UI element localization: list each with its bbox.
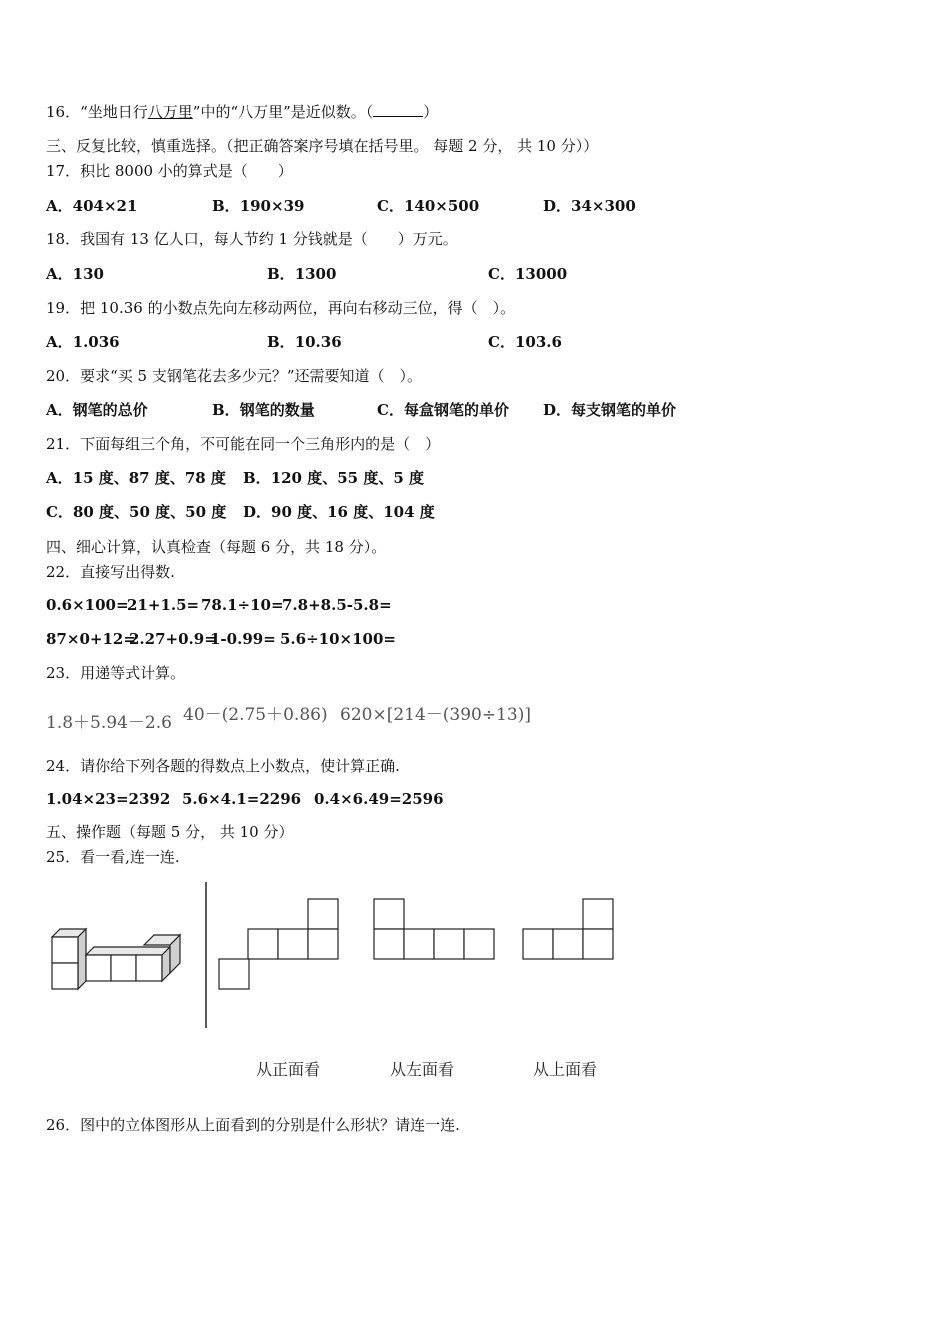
question-23-stem: 23．用递等式计算。: [46, 664, 186, 682]
q19-option-c[interactable]: C．103.6: [488, 333, 562, 351]
q22-item-7: 1-0.99=: [210, 630, 276, 648]
q16-number: 16．: [46, 103, 81, 121]
q18-option-a[interactable]: A．130: [46, 265, 104, 283]
view-shape-3[interactable]: [521, 897, 615, 961]
question-24-stem: 24．请你给下列各题的得数点上小数点，使计算正确.: [46, 757, 400, 775]
q23-expression-3: 620×[214－(390÷13)]: [340, 705, 531, 725]
q24-item-3: 0.4×6.49=2596: [314, 790, 444, 808]
q20-option-a[interactable]: A．钢笔的总价: [46, 401, 148, 419]
question-17-stem: 17．积比 8000 小的算式是（ ）: [46, 162, 293, 180]
cube-solid-figure: [44, 925, 189, 995]
question-16: [46, 102, 438, 122]
question-26-stem: 26．图中的立体图形从上面看到的分别是什么形状？请连一连.: [46, 1116, 460, 1134]
q22-item-8: 5.6÷10×100=: [280, 630, 396, 648]
q20-option-b[interactable]: B．钢笔的数量: [212, 401, 315, 419]
q16-text-a: “坐地日行: [80, 103, 148, 121]
q22-item-1: 0.6×100=: [46, 596, 129, 614]
question-19-stem: 19．把 10.36 的小数点先向左移动两位，再向右移动三位，得（ ）。: [46, 299, 516, 317]
q16-underlined-text: 八万里: [147, 103, 193, 121]
q16-text-b: ”中的“八万里”是近似数。（: [192, 103, 374, 121]
q19-option-b[interactable]: B．10.36: [267, 333, 342, 351]
q22-item-2: 21+1.5=: [127, 596, 200, 614]
question-25-stem: 25．看一看,连一连.: [46, 848, 180, 866]
label-left-view[interactable]: 从左面看: [390, 1060, 455, 1079]
q22-item-4: 7.8+8.5-5.8=: [282, 596, 392, 614]
q20-option-d[interactable]: D．每支钢笔的单价: [543, 401, 677, 419]
figure-divider: [203, 882, 209, 1028]
q16-text-c: ）: [423, 103, 439, 121]
q21-option-a[interactable]: A．15 度、87 度、78 度: [46, 469, 226, 487]
q24-item-2: 5.6×4.1=2296: [182, 790, 302, 808]
question-18-stem: 18．我国有 13 亿人口，每人节约 1 分钱就是（ ）万元。: [46, 230, 458, 248]
q21-option-d[interactable]: D．90 度、16 度、104 度: [243, 503, 435, 521]
question-21-stem: 21．下面每组三个角，不可能在同一个三角形内的是（ ）: [46, 435, 441, 453]
q18-option-c[interactable]: C．13000: [488, 265, 568, 283]
view-shape-2[interactable]: [372, 897, 496, 961]
q23-expression-1: 1.8＋5.94－2.6: [46, 713, 172, 733]
q20-option-c[interactable]: C．每盒钢笔的单价: [377, 401, 509, 419]
section-5-title: 五、操作题（每题 5 分， 共 10 分）: [46, 823, 294, 841]
label-top-view[interactable]: 从上面看: [533, 1060, 598, 1079]
view-shape-1[interactable]: [218, 897, 342, 991]
q22-item-6: 2.27+0.9=: [129, 630, 217, 648]
q16-answer-blank[interactable]: [373, 102, 423, 117]
section-3-title: 三、反复比较，慎重选择。（把正确答案序号填在括号里。 每题 2 分， 共 10 分））: [46, 137, 599, 155]
q23-expression-2: 40－(2.75＋0.86): [183, 705, 328, 725]
q21-option-b[interactable]: B．120 度、55 度、5 度: [243, 469, 424, 487]
section-4-title: 四、细心计算，认真检查（每题 6 分，共 18 分）。: [46, 538, 387, 556]
q22-item-3: 78.1÷10=: [201, 596, 284, 614]
label-front-view[interactable]: 从正面看: [256, 1060, 321, 1079]
q17-option-b[interactable]: B．190×39: [212, 197, 305, 215]
q19-option-a[interactable]: A．1.036: [46, 333, 120, 351]
q17-option-d[interactable]: D．34×300: [543, 197, 636, 215]
q24-item-1: 1.04×23=2392: [46, 790, 171, 808]
q18-option-b[interactable]: B．1300: [267, 265, 337, 283]
q17-option-a[interactable]: A．404×21: [46, 197, 138, 215]
q17-option-c[interactable]: C．140×500: [377, 197, 480, 215]
question-20-stem: 20．要求“买 5 支钢笔花去多少元？”还需要知道（ ）。: [46, 367, 423, 385]
q21-option-c[interactable]: C．80 度、50 度、50 度: [46, 503, 227, 521]
q22-item-5: 87×0+12=: [46, 630, 136, 648]
question-22-stem: 22．直接写出得数.: [46, 563, 175, 581]
